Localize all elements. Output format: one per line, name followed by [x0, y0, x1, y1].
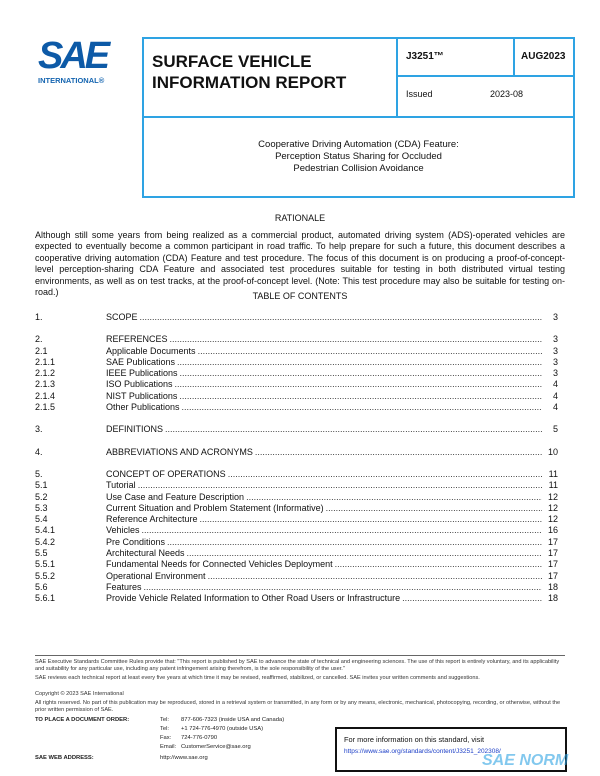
toc-number: 5.4.2: [35, 536, 56, 547]
toc-page: 17: [547, 548, 558, 559]
toc-label: Applicable Documents: [106, 345, 196, 356]
subtitle-line: Cooperative Driving Automation (CDA) Feature:: [258, 139, 459, 150]
table-of-contents: [35, 312, 558, 605]
toc-page: 4: [552, 390, 558, 401]
toc-number: 5.: [35, 468, 43, 479]
toc-number: 5.5.1: [35, 559, 56, 570]
toc-number: 5.2: [35, 491, 48, 502]
subtitle-line: Pedestrian Collision Avoidance: [293, 163, 424, 174]
toc-entry[interactable]: [35, 582, 558, 593]
toc-label: NIST Publications: [106, 390, 178, 401]
toc-leader: [246, 492, 542, 503]
toc-label: Features: [106, 581, 142, 592]
toc-entry[interactable]: [35, 447, 558, 458]
toc-entry[interactable]: [35, 391, 558, 402]
toc-page: 10: [547, 446, 558, 457]
issued-value: 2023-08: [490, 89, 524, 99]
toc-entry[interactable]: [35, 571, 558, 582]
toc-number: 2.1.4: [35, 390, 56, 401]
toc-label: Tutorial: [106, 480, 136, 491]
fax-label: Fax:: [160, 735, 172, 741]
toc-leader: [180, 368, 542, 379]
title-line-1: SURFACE VEHICLE: [152, 52, 312, 71]
watermark: SAE NORM: [482, 752, 569, 769]
toc-entry[interactable]: [35, 525, 558, 536]
toc-leader: [179, 391, 542, 402]
toc-entry[interactable]: [35, 312, 558, 323]
web-label: SAE WEB ADDRESS:: [35, 755, 94, 761]
toc-entry[interactable]: [35, 537, 558, 548]
tel2-label: Tel:: [160, 726, 170, 732]
title-line-2: INFORMATION REPORT: [152, 73, 347, 92]
toc-entry[interactable]: [35, 548, 558, 559]
tel2: +1 724-776-4970 (outside USA): [181, 726, 264, 732]
toc-entry[interactable]: [35, 593, 558, 604]
toc-page: 3: [552, 368, 558, 379]
tel1: 877-606-7323 (inside USA and Canada): [181, 717, 285, 723]
toc-page: 16: [547, 525, 558, 536]
toc-number: 5.3: [35, 502, 48, 513]
toc-number: 3.: [35, 424, 43, 435]
toc-heading: TABLE OF CONTENTS: [252, 291, 348, 301]
toc-label: Architectural Needs: [106, 548, 185, 559]
toc-number: 5.6.1: [35, 593, 56, 604]
toc-leader: [167, 537, 542, 548]
toc-entry[interactable]: [35, 503, 558, 514]
toc-page: 12: [547, 491, 558, 502]
toc-label: Use Case and Feature Description: [106, 491, 245, 502]
toc-leader: [140, 312, 542, 323]
toc-label: IEEE Publications: [106, 368, 178, 379]
toc-page: 18: [547, 581, 558, 592]
toc-page: 5: [552, 424, 558, 435]
toc-entry[interactable]: [35, 514, 558, 525]
toc-page: 3: [552, 334, 558, 345]
toc-number: 4.: [35, 446, 43, 457]
toc-leader: [144, 582, 542, 593]
toc-number: 5.5: [35, 548, 48, 559]
toc-number: 2.1.3: [35, 379, 56, 390]
document-date: AUG2023: [513, 37, 575, 77]
issued-cell: [396, 75, 575, 118]
toc-label: ISO Publications: [106, 379, 173, 390]
rationale-text: Although still some years from being realized as a commercial product, automated driving system (ADS)-operated vehicles are expected to eventually become a common participant in road traffic. To help prepare for such a future, this document describes a cooperative driving automation (CDA) Feature and test procedure. The focus of this document is on producing a proof-of-concept-level perception-sharing CDA Feature and associated test procedures suitable for testing in both distributed virtual testing environments, as well as on test tracks, at the proof-of-concept level. (Note: This test procedure may also be suitable for testing on-road.): [35, 230, 565, 298]
toc-leader: [182, 402, 542, 413]
toc-leader: [208, 571, 542, 582]
standard-link[interactable]: https://www.sae.org/standards/content/J3251_202308/: [344, 748, 501, 755]
toc-number: 2.: [35, 334, 43, 345]
more-info-title: For more information on this standard, visit: [344, 735, 485, 744]
toc-leader: [175, 379, 542, 390]
toc-page: 12: [547, 502, 558, 513]
toc-page: 17: [547, 559, 558, 570]
toc-page: 17: [547, 570, 558, 581]
toc-leader: [228, 469, 542, 480]
footer-rights: All rights reserved. No part of this publication may be reproduced, stored in a retrieval system or transmitted, in any form or by any means, electronic, mechanical, photocopying, recording, or otherwise, without the prior written permission of SAE.: [35, 700, 561, 713]
toc-page: 11: [548, 468, 558, 479]
toc-label: DEFINITIONS: [106, 424, 164, 435]
toc-page: 3: [552, 312, 558, 322]
logo-mark: SAE: [38, 35, 108, 77]
toc-page: 18: [547, 593, 558, 604]
issued-label: Issued: [406, 89, 433, 99]
toc-entry[interactable]: [35, 357, 558, 368]
toc-page: 12: [547, 514, 558, 525]
toc-number: 2.1.1: [35, 356, 56, 367]
toc-number: 5.1: [35, 480, 48, 491]
document-type: [142, 37, 398, 118]
fax: 724-776-0790: [181, 735, 218, 741]
toc-leader: [255, 447, 542, 458]
toc-entry[interactable]: [35, 402, 558, 413]
toc-leader: [402, 593, 542, 604]
toc-leader: [138, 480, 542, 491]
rationale-heading: RATIONALE: [274, 213, 326, 223]
toc-entry[interactable]: [35, 379, 558, 390]
toc-label: Current Situation and Problem Statement (Informative): [106, 502, 324, 513]
toc-number: 5.5.2: [35, 570, 56, 581]
footer-divider: [35, 655, 565, 656]
document-code: J3251™: [396, 37, 515, 77]
toc-entry[interactable]: [35, 334, 558, 345]
toc-entry[interactable]: [35, 424, 558, 435]
toc-label: Provide Vehicle Related Information to Other Road Users or Infrastructure: [106, 593, 401, 604]
toc-label: SAE Publications: [106, 356, 176, 367]
logo-subtitle: INTERNATIONAL®: [38, 76, 105, 85]
tel1-label: Tel:: [160, 717, 170, 723]
toc-page: 4: [552, 379, 558, 390]
toc-leader: [177, 357, 542, 368]
toc-label: Pre Conditions: [106, 536, 166, 547]
subtitle-line: Perception Status Sharing for Occluded: [275, 151, 442, 162]
toc-number: 5.4.1: [35, 525, 56, 536]
toc-page: 17: [547, 536, 558, 547]
toc-label: Operational Environment: [106, 570, 206, 581]
order-label: TO PLACE A DOCUMENT ORDER:: [35, 717, 130, 723]
toc-number: 5.4: [35, 514, 48, 525]
toc-number: 2.1: [35, 345, 48, 356]
document-subtitle: [142, 116, 575, 198]
toc-number: 5.6: [35, 581, 48, 592]
toc-label: Fundamental Needs for Connected Vehicles Deployment: [106, 559, 333, 570]
toc-label: Reference Architecture: [106, 514, 198, 525]
toc-page: 11: [548, 480, 558, 491]
toc-leader: [198, 346, 542, 357]
toc-leader: [187, 548, 542, 559]
toc-entry[interactable]: [35, 346, 558, 357]
toc-page: 4: [552, 402, 558, 413]
footer-rules: SAE Executive Standards Committee Rules provide that: "This report is published by SAE to advance the state of technical and engineering sciences. The use of this report is entirely voluntary, and its applicability and suitability for any particular use, including any patent infringement arising therefrom, is the sole responsibility of the user.": [35, 659, 560, 672]
sae-logo: [38, 35, 123, 85]
toc-number: 2.1.2: [35, 368, 56, 379]
toc-page: 3: [552, 345, 558, 356]
toc-entry[interactable]: [35, 469, 558, 480]
toc-entry[interactable]: [35, 492, 558, 503]
toc-leader: [200, 514, 542, 525]
toc-entry[interactable]: [35, 368, 558, 379]
toc-entry[interactable]: [35, 559, 558, 570]
toc-label: Other Publications: [106, 402, 180, 413]
toc-leader: [326, 503, 542, 514]
toc-number: 2.1.5: [35, 402, 56, 413]
toc-leader: [165, 424, 542, 435]
toc-leader: [170, 334, 542, 345]
toc-label: CONCEPT OF OPERATIONS: [106, 468, 226, 479]
toc-label: ABBREVIATIONS AND ACRONYMS: [106, 446, 253, 457]
toc-entry[interactable]: [35, 480, 558, 491]
footer-review: SAE reviews each technical report at least every five years at which time it may be revised, reaffirmed, stabilized, or cancelled. SAE invites your written comments and suggestions.: [35, 675, 480, 681]
email-label: Email:: [160, 744, 177, 750]
toc-label: SCOPE: [106, 312, 138, 322]
toc-label: REFERENCES: [106, 334, 168, 345]
footer-copyright: Copyright © 2023 SAE International: [35, 691, 124, 697]
toc-label: Vehicles: [106, 525, 140, 536]
toc-page: 3: [552, 356, 558, 367]
email-link[interactable]: CustomerService@sae.org: [181, 744, 251, 750]
toc-leader: [142, 525, 542, 536]
web-link[interactable]: http://www.sae.org: [160, 755, 208, 761]
toc-number: 1.: [35, 312, 43, 322]
toc-leader: [335, 559, 542, 570]
